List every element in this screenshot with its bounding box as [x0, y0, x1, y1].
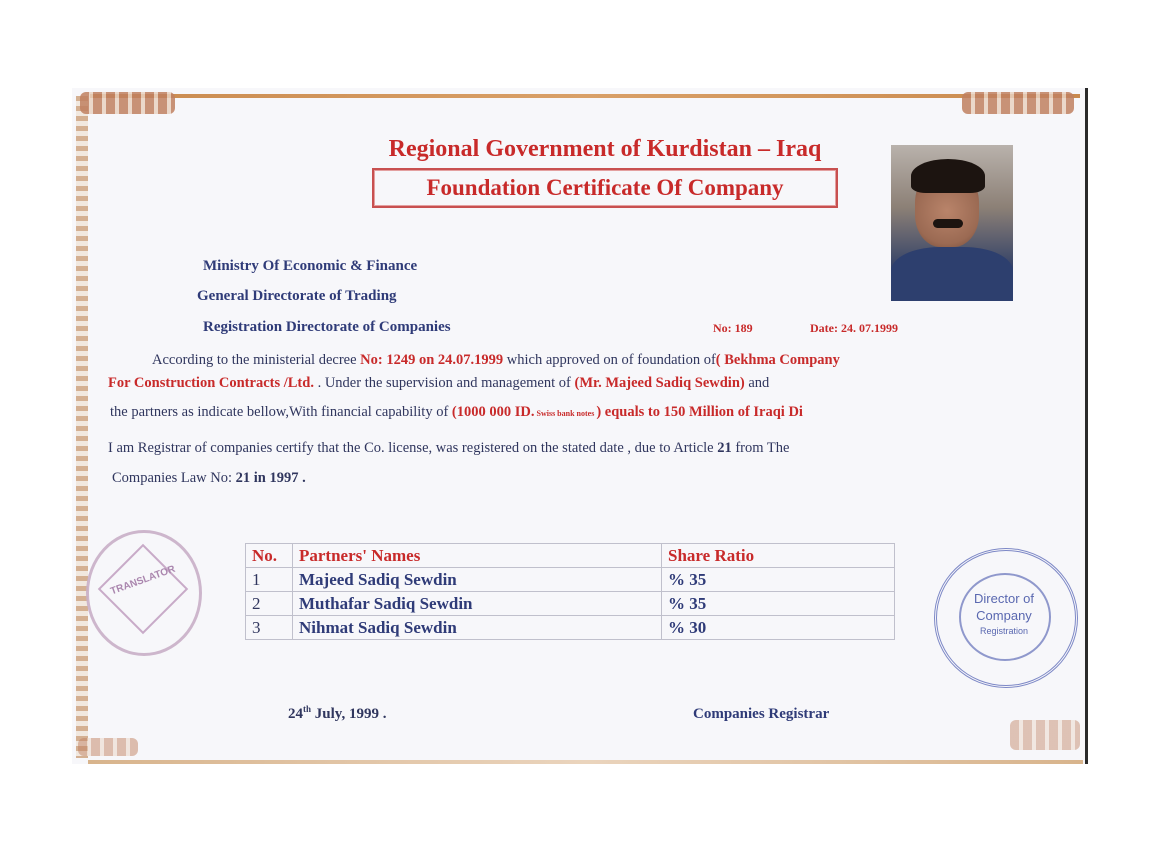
date-day: 24 [288, 706, 303, 722]
companies-registrar-signature: Companies Registrar [693, 706, 830, 722]
and-text: and [744, 375, 770, 391]
companies-law-text: Companies Law No: [112, 470, 236, 486]
left-ornamental-border [76, 96, 88, 758]
body-paragraph-line-2 [108, 375, 769, 392]
decree-number: No: 1249 on 24.07.1999 [360, 352, 504, 368]
photo-shirt [891, 247, 1013, 301]
registration-stamp [934, 548, 1078, 688]
decree-text: According to the ministerial decree [152, 352, 361, 368]
date-month-year: July, 1999 . [311, 706, 387, 722]
manager-name: (Mr. Majeed Sadiq Sewdin) [574, 375, 745, 391]
certificate-authority-title: Regional Government of Kurdistan – Iraq [388, 136, 822, 162]
certificate-title-box: Foundation Certificate Of Company [372, 168, 838, 208]
capital-amount: (1000 000 ID. [451, 404, 535, 420]
supervision-text: . Under the supervision and management of [313, 375, 575, 391]
partner-share: % 35 [662, 568, 895, 592]
registrar-statement: I am Registrar of companies certify that the Co. license, was registered on the stated date , due to Article [108, 440, 718, 456]
table-header-row [246, 544, 895, 568]
body-paragraph-line-4 [108, 440, 789, 457]
body-paragraph-line-5 [112, 470, 306, 487]
table-row [246, 568, 895, 592]
stamp-line-registration: Registration [979, 626, 1029, 636]
company-name-start: ( Bekhma Company [715, 352, 840, 368]
foundation-text: which approved on of foundation of [503, 352, 716, 368]
registration-line: Registration Directorate of Companies [203, 319, 451, 335]
capital-equivalent: ) equals to 150 Million of Iraqi Di [596, 404, 803, 420]
body-paragraph-line-1 [152, 352, 840, 369]
top-border-line [90, 94, 1080, 98]
law-number: 21 in 1997 . [235, 470, 306, 486]
partner-name: Nihmat Sadiq Sewdin [293, 616, 662, 640]
partners-table [245, 543, 895, 640]
partner-name: Muthafar Sadiq Sewdin [293, 592, 662, 616]
capability-text: the partners as indicate bellow,With financial capability of [110, 404, 452, 420]
directorate-line: General Directorate of Trading [197, 288, 397, 304]
photo-hair [911, 159, 985, 193]
ministry-line: Ministry Of Economic & Finance [203, 258, 418, 274]
holder-photo [891, 145, 1013, 301]
stamp-line-director: Director of [974, 591, 1034, 606]
translator-stamp-text: TRANSLATOR [109, 563, 177, 598]
from-the-text: from The [731, 440, 790, 456]
translator-stamp [86, 530, 202, 656]
stamp-line-company: Company [976, 608, 1032, 623]
partner-name: Majeed Sadiq Sewdin [293, 568, 662, 592]
table-row [246, 616, 895, 640]
signature-date [288, 704, 386, 723]
article-number: 21 [717, 440, 732, 456]
photo-moustache [933, 219, 963, 228]
partner-share: % 30 [662, 616, 895, 640]
ornament-bottom-left [78, 738, 138, 756]
date-suffix: th [303, 704, 312, 714]
swiss-notes-text: Swiss bank notes [534, 409, 597, 418]
header-no: No. [246, 544, 293, 568]
bottom-border-line [88, 760, 1083, 764]
header-share-ratio: Share Ratio [662, 544, 895, 568]
ornament-bottom-right [1010, 720, 1080, 750]
row-number: 3 [246, 616, 293, 640]
row-number: 1 [246, 568, 293, 592]
partner-share: % 35 [662, 592, 895, 616]
table-row [246, 592, 895, 616]
row-number: 2 [246, 592, 293, 616]
ornament-top-left [80, 92, 175, 114]
header-partners-names: Partners' Names [293, 544, 662, 568]
company-name-end: For Construction Contracts /Ltd. [108, 375, 314, 391]
certificate-date: Date: 24. 07.1999 [810, 321, 898, 335]
ornament-top-right [962, 92, 1074, 114]
body-paragraph-line-3 [110, 404, 803, 421]
certificate-number: No: 189 [713, 321, 753, 335]
